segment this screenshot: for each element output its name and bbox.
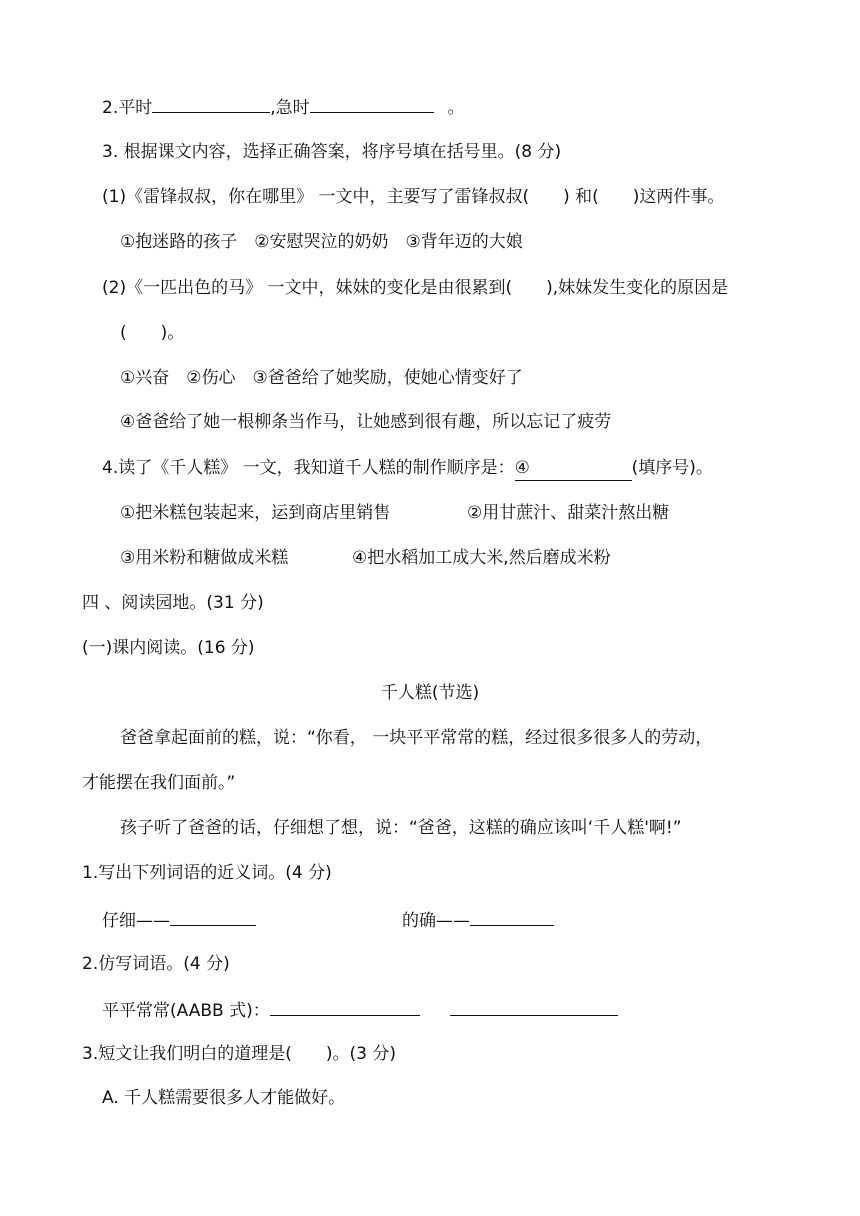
q3-part1: (1)《雷锋叔叔，你在哪里》 一文中，主要写了雷锋叔叔( ) 和( )这两件事。 [102,187,725,207]
q2-blank-a[interactable] [152,94,270,113]
q4-text-a: 4.读了《千人糕》 一文，我知道千人糕的制作顺序是： [102,458,515,478]
r3-title: 3.短文让我们明白的道理是( )。(3 分) [82,1044,396,1064]
q3-part2-options-2: ④爸爸给了她一根柳条当作马，让她感到很有趣，所以忘记了疲劳 [120,412,612,432]
r1-label-b: 的确—— [402,911,470,931]
r1-title: 1.写出下列词语的近义词。(4 分) [82,863,332,883]
q2-blank-b[interactable] [310,94,434,113]
r3-option-a: A. 千人糕需要很多人才能做好。 [102,1088,346,1108]
q3-part2-options-1: ①兴奋 ②伤心 ③爸爸给了她奖励，使她心情变好了 [120,368,523,388]
q4-option-2: ②用甘蔗汁、甜菜汁熬出糖 [467,503,670,523]
q4-option-1: ①把米糕包装起来，运到商店里销售 [120,503,391,523]
passage-title: 千人糕(节选) [380,683,480,703]
r1-line-b [402,907,554,933]
q3-part2-cont: ( )。 [120,323,185,343]
q4-text-b: (填序号)。 [631,458,713,478]
section-4-heading: 四 、阅读园地。(31 分) [82,593,264,613]
q2-line [102,94,465,120]
passage-para2: 孩子听了爸爸的话，仔细想了想，说：“爸爸，这糕的确应该叫‘千人糕'啊!” [120,818,682,838]
r2-blank-2[interactable] [450,997,618,1016]
r1-blank-b[interactable] [470,907,554,926]
q4-answer-blank[interactable] [515,456,632,481]
r2-line [102,997,618,1023]
q4-line [102,456,713,481]
q4-option-4: ④把水稻加工成大米,然后磨成米粉 [352,548,611,568]
r2-blank-1[interactable] [270,997,420,1016]
r1-blank-a[interactable] [170,907,256,926]
q2-end: 。 [447,98,465,118]
q3-part2: (2)《一匹出色的马》 一文中，妹妹的变化是由很累到( ),妹妹发生变化的原因是 [102,278,729,298]
r2-label: 平平常常(AABB 式)： [102,1001,270,1021]
passage-para1-line2: 才能摆在我们面前。” [82,773,236,793]
q4-answer-mark: ④ [514,458,530,478]
q3-title: 3. 根据课文内容，选择正确答案，将序号填在括号里。(8 分) [102,142,562,162]
q2-label-a: 2.平时 [102,98,153,118]
subsection-1-heading: (一)课内阅读。(16 分) [82,638,255,658]
q2-label-b: ,急时 [270,98,310,118]
q4-option-3: ③用米粉和糖做成米糕 [120,548,289,568]
passage-para1-line1: 爸爸拿起面前的糕，说：“你看， 一块平平常常的糕，经过很多很多人的劳动， [120,728,713,748]
r2-title: 2.仿写词语。(4 分) [82,954,230,974]
r1-line-a [102,907,256,933]
q3-part1-options: ①抱迷路的孩子 ②安慰哭泣的奶奶 ③背年迈的大娘 [120,232,523,252]
r1-label-a: 仔细—— [102,911,170,931]
